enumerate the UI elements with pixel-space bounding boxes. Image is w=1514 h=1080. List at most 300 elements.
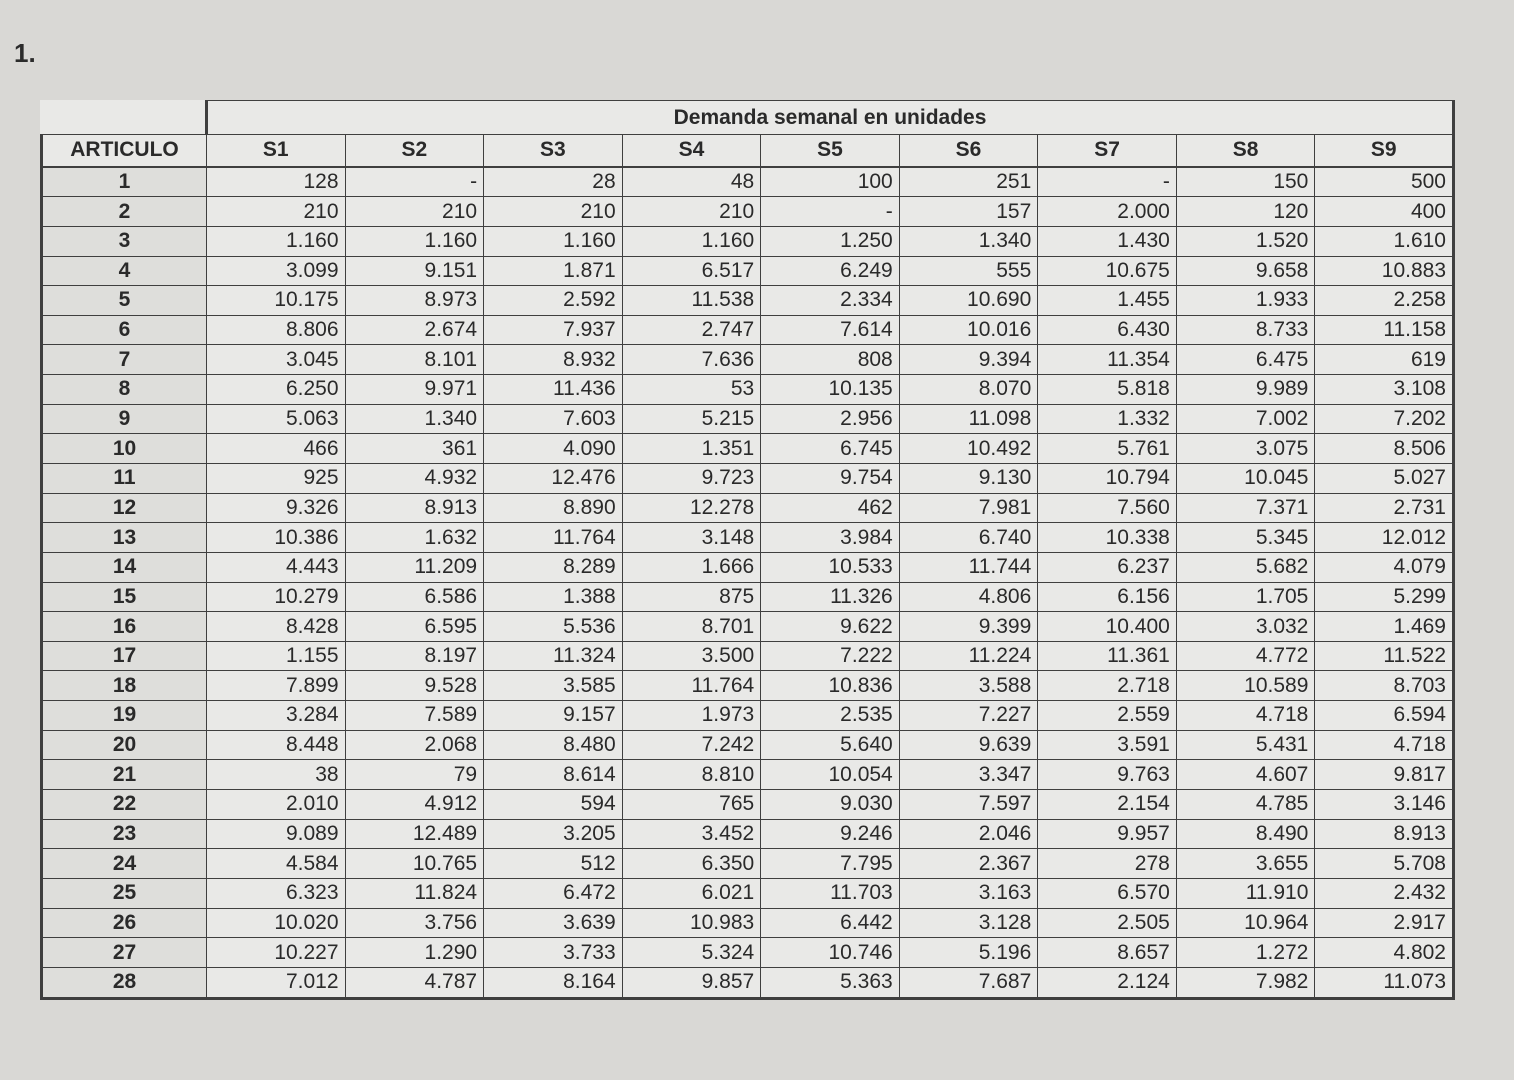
demand-value-cell: 4.932 — [345, 464, 484, 494]
demand-value-cell: 10.765 — [345, 849, 484, 879]
demand-value-cell: 120 — [1176, 197, 1315, 227]
demand-value-cell: 8.101 — [345, 345, 484, 375]
demand-value-cell: 400 — [1315, 197, 1454, 227]
table-row — [42, 671, 1454, 701]
demand-value-cell: 1.666 — [622, 552, 761, 582]
demand-value-cell: - — [1038, 167, 1177, 197]
demand-value-cell: 875 — [622, 582, 761, 612]
demand-value-cell: 10.964 — [1176, 908, 1315, 938]
table-row — [42, 315, 1454, 345]
demand-value-cell: 8.657 — [1038, 938, 1177, 968]
demand-value-cell: 7.227 — [899, 701, 1038, 731]
demand-value-cell: 9.326 — [207, 493, 346, 523]
demand-value-cell: 8.490 — [1176, 819, 1315, 849]
demand-value-cell: 7.597 — [899, 790, 1038, 820]
demand-value-cell: 8.703 — [1315, 671, 1454, 701]
table-row — [42, 256, 1454, 286]
demand-value-cell: 1.160 — [622, 226, 761, 256]
demand-value-cell: 462 — [761, 493, 900, 523]
demand-value-cell: 7.371 — [1176, 493, 1315, 523]
demand-value-cell: 9.817 — [1315, 760, 1454, 790]
demand-value-cell: 11.158 — [1315, 315, 1454, 345]
demand-value-cell: 9.089 — [207, 819, 346, 849]
demand-value-cell: 5.682 — [1176, 552, 1315, 582]
demand-value-cell: 11.703 — [761, 878, 900, 908]
demand-value-cell: 9.030 — [761, 790, 900, 820]
demand-value-cell: 6.323 — [207, 878, 346, 908]
demand-value-cell: 9.639 — [899, 730, 1038, 760]
week-header-8: S8 — [1176, 135, 1315, 167]
table-row — [42, 641, 1454, 671]
demand-value-cell: 8.448 — [207, 730, 346, 760]
demand-value-cell: 5.708 — [1315, 849, 1454, 879]
table-row — [42, 819, 1454, 849]
demand-value-cell: 12.012 — [1315, 523, 1454, 553]
demand-value-cell: 7.222 — [761, 641, 900, 671]
demand-value-cell: 5.640 — [761, 730, 900, 760]
demand-value-cell: 10.054 — [761, 760, 900, 790]
demand-value-cell: 6.442 — [761, 908, 900, 938]
demand-value-cell: 8.289 — [484, 552, 623, 582]
demand-value-cell: 1.632 — [345, 523, 484, 553]
demand-value-cell: 11.326 — [761, 582, 900, 612]
demand-value-cell: 8.506 — [1315, 434, 1454, 464]
demand-value-cell: 2.747 — [622, 315, 761, 345]
demand-value-cell: 2.956 — [761, 404, 900, 434]
week-header-7: S7 — [1038, 135, 1177, 167]
demand-value-cell: 3.756 — [345, 908, 484, 938]
demand-value-cell: 10.983 — [622, 908, 761, 938]
table-row — [42, 730, 1454, 760]
demand-value-cell: 5.063 — [207, 404, 346, 434]
table-row — [42, 226, 1454, 256]
demand-value-cell: 3.163 — [899, 878, 1038, 908]
demand-value-cell: 6.249 — [761, 256, 900, 286]
demand-value-cell: 8.164 — [484, 967, 623, 998]
demand-value-cell: 1.272 — [1176, 938, 1315, 968]
demand-value-cell: 8.480 — [484, 730, 623, 760]
demand-value-cell: 10.492 — [899, 434, 1038, 464]
demand-value-cell: 1.160 — [345, 226, 484, 256]
demand-value-cell: 1.610 — [1315, 226, 1454, 256]
demand-value-cell: 6.745 — [761, 434, 900, 464]
demand-value-cell: 9.130 — [899, 464, 1038, 494]
demand-value-cell: 1.160 — [484, 226, 623, 256]
article-number-cell: 9 — [42, 404, 207, 434]
article-number-cell: 4 — [42, 256, 207, 286]
demand-value-cell: 79 — [345, 760, 484, 790]
demand-value-cell: 10.175 — [207, 286, 346, 316]
demand-value-cell: 7.002 — [1176, 404, 1315, 434]
demand-value-cell: 1.520 — [1176, 226, 1315, 256]
demand-value-cell: 48 — [622, 167, 761, 197]
demand-value-cell: 9.754 — [761, 464, 900, 494]
week-header-5: S5 — [761, 135, 900, 167]
article-number-cell: 22 — [42, 790, 207, 820]
demand-value-cell: 4.806 — [899, 582, 1038, 612]
demand-value-cell: 1.455 — [1038, 286, 1177, 316]
demand-value-cell: 500 — [1315, 167, 1454, 197]
demand-value-cell: 11.224 — [899, 641, 1038, 671]
demand-value-cell: 3.045 — [207, 345, 346, 375]
demand-value-cell: 1.332 — [1038, 404, 1177, 434]
demand-value-cell: 10.338 — [1038, 523, 1177, 553]
table-row — [42, 938, 1454, 968]
demand-value-cell: 9.763 — [1038, 760, 1177, 790]
demand-value-cell: 1.351 — [622, 434, 761, 464]
demand-value-cell: 11.361 — [1038, 641, 1177, 671]
demand-value-cell: 53 — [622, 375, 761, 405]
demand-value-cell: 12.489 — [345, 819, 484, 849]
demand-value-cell: 9.151 — [345, 256, 484, 286]
article-column-header: ARTICULO — [42, 135, 207, 167]
demand-value-cell: 2.068 — [345, 730, 484, 760]
demand-value-cell: 2.258 — [1315, 286, 1454, 316]
table-row — [42, 790, 1454, 820]
demand-value-cell: 5.536 — [484, 612, 623, 642]
demand-value-cell: 11.764 — [484, 523, 623, 553]
demand-value-cell: 7.687 — [899, 967, 1038, 998]
demand-value-cell: 3.639 — [484, 908, 623, 938]
demand-value-cell: 10.690 — [899, 286, 1038, 316]
demand-value-cell: 1.705 — [1176, 582, 1315, 612]
article-number-cell: 15 — [42, 582, 207, 612]
demand-value-cell: 5.431 — [1176, 730, 1315, 760]
demand-value-cell: 2.046 — [899, 819, 1038, 849]
demand-value-cell: 28 — [484, 167, 623, 197]
demand-value-cell: 9.723 — [622, 464, 761, 494]
article-number-cell: 5 — [42, 286, 207, 316]
demand-value-cell: 6.475 — [1176, 345, 1315, 375]
demand-value-cell: 2.535 — [761, 701, 900, 731]
demand-value-cell: 808 — [761, 345, 900, 375]
demand-value-cell: 5.345 — [1176, 523, 1315, 553]
demand-value-cell: 5.196 — [899, 938, 1038, 968]
demand-value-cell: 765 — [622, 790, 761, 820]
table-row — [42, 464, 1454, 494]
table-row — [42, 404, 1454, 434]
demand-value-cell: 2.000 — [1038, 197, 1177, 227]
demand-value-cell: 9.394 — [899, 345, 1038, 375]
demand-value-cell: 5.363 — [761, 967, 900, 998]
demand-value-cell: 9.857 — [622, 967, 761, 998]
demand-value-cell: 6.595 — [345, 612, 484, 642]
article-number-cell: 2 — [42, 197, 207, 227]
demand-value-cell: 10.279 — [207, 582, 346, 612]
demand-value-cell: 7.589 — [345, 701, 484, 731]
table-row — [42, 434, 1454, 464]
demand-value-cell: 210 — [207, 197, 346, 227]
demand-value-cell: 361 — [345, 434, 484, 464]
demand-value-cell: 925 — [207, 464, 346, 494]
demand-value-cell: 3.032 — [1176, 612, 1315, 642]
demand-value-cell: 2.559 — [1038, 701, 1177, 731]
demand-value-cell: 10.135 — [761, 375, 900, 405]
table-row — [42, 582, 1454, 612]
demand-value-cell: 3.591 — [1038, 730, 1177, 760]
demand-value-cell: 3.984 — [761, 523, 900, 553]
demand-value-cell: 3.099 — [207, 256, 346, 286]
demand-value-cell: 10.533 — [761, 552, 900, 582]
demand-value-cell: 10.386 — [207, 523, 346, 553]
article-number-cell: 7 — [42, 345, 207, 375]
demand-value-cell: 11.910 — [1176, 878, 1315, 908]
demand-value-cell: 38 — [207, 760, 346, 790]
article-number-cell: 8 — [42, 375, 207, 405]
demand-value-cell: 1.871 — [484, 256, 623, 286]
table-row — [42, 552, 1454, 582]
demand-value-cell: 7.982 — [1176, 967, 1315, 998]
demand-value-cell: 3.205 — [484, 819, 623, 849]
demand-value-cell: 5.818 — [1038, 375, 1177, 405]
article-number-cell: 26 — [42, 908, 207, 938]
demand-value-cell: 7.981 — [899, 493, 1038, 523]
demand-value-cell: 11.744 — [899, 552, 1038, 582]
demand-value-cell: 8.614 — [484, 760, 623, 790]
demand-value-cell: 7.242 — [622, 730, 761, 760]
demand-value-cell: 4.090 — [484, 434, 623, 464]
demand-value-cell: 6.237 — [1038, 552, 1177, 582]
demand-value-cell: 11.824 — [345, 878, 484, 908]
demand-value-cell: 12.278 — [622, 493, 761, 523]
demand-value-cell: 8.913 — [345, 493, 484, 523]
demand-value-cell: - — [761, 197, 900, 227]
demand-value-cell: 2.367 — [899, 849, 1038, 879]
demand-value-cell: 6.021 — [622, 878, 761, 908]
demand-value-cell: 2.917 — [1315, 908, 1454, 938]
demand-value-cell: 7.937 — [484, 315, 623, 345]
demand-value-cell: 150 — [1176, 167, 1315, 197]
demand-value-cell: 11.209 — [345, 552, 484, 582]
table-row — [42, 908, 1454, 938]
demand-value-cell: 1.388 — [484, 582, 623, 612]
demand-value-cell: 2.154 — [1038, 790, 1177, 820]
demand-value-cell: 8.197 — [345, 641, 484, 671]
demand-value-cell: 1.290 — [345, 938, 484, 968]
demand-value-cell: 10.883 — [1315, 256, 1454, 286]
demand-value-cell: 6.156 — [1038, 582, 1177, 612]
demand-value-cell: 2.718 — [1038, 671, 1177, 701]
demand-value-cell: 4.718 — [1315, 730, 1454, 760]
article-number-cell: 21 — [42, 760, 207, 790]
table-row — [42, 493, 1454, 523]
demand-value-cell: 10.589 — [1176, 671, 1315, 701]
demand-value-cell: 7.636 — [622, 345, 761, 375]
table-row — [42, 878, 1454, 908]
demand-value-cell: 7.560 — [1038, 493, 1177, 523]
demand-value-cell: 2.674 — [345, 315, 484, 345]
demand-value-cell: 11.354 — [1038, 345, 1177, 375]
demand-value-cell: 210 — [622, 197, 761, 227]
article-number-cell: 6 — [42, 315, 207, 345]
article-number-cell: 24 — [42, 849, 207, 879]
demand-value-cell: 210 — [345, 197, 484, 227]
table-row — [42, 523, 1454, 553]
demand-value-cell: 10.746 — [761, 938, 900, 968]
demand-value-cell: 9.157 — [484, 701, 623, 731]
demand-value-cell: 8.932 — [484, 345, 623, 375]
article-number-cell: 20 — [42, 730, 207, 760]
demand-value-cell: 8.701 — [622, 612, 761, 642]
demand-value-cell: 3.347 — [899, 760, 1038, 790]
article-number-cell: 23 — [42, 819, 207, 849]
demand-value-cell: 512 — [484, 849, 623, 879]
demand-value-cell: 2.592 — [484, 286, 623, 316]
demand-value-cell: 10.227 — [207, 938, 346, 968]
demand-value-cell: 3.075 — [1176, 434, 1315, 464]
demand-value-cell: 3.585 — [484, 671, 623, 701]
demand-value-cell: 12.476 — [484, 464, 623, 494]
demand-value-cell: 128 — [207, 167, 346, 197]
demand-value-cell: 11.324 — [484, 641, 623, 671]
demand-table-container — [40, 100, 1455, 1000]
demand-value-cell: 3.500 — [622, 641, 761, 671]
demand-value-cell: 10.400 — [1038, 612, 1177, 642]
demand-value-cell: 9.989 — [1176, 375, 1315, 405]
demand-value-cell: 100 — [761, 167, 900, 197]
demand-value-cell: 4.787 — [345, 967, 484, 998]
week-header-3: S3 — [484, 135, 623, 167]
demand-value-cell: 2.505 — [1038, 908, 1177, 938]
demand-value-cell: 2.432 — [1315, 878, 1454, 908]
demand-value-cell: 4.802 — [1315, 938, 1454, 968]
demand-value-cell: 2.010 — [207, 790, 346, 820]
demand-value-cell: 4.772 — [1176, 641, 1315, 671]
demand-value-cell: 4.584 — [207, 849, 346, 879]
demand-value-cell: 6.586 — [345, 582, 484, 612]
demand-value-cell: 6.350 — [622, 849, 761, 879]
demand-value-cell: 8.428 — [207, 612, 346, 642]
table-body — [42, 167, 1454, 999]
demand-value-cell: 11.764 — [622, 671, 761, 701]
demand-value-cell: 3.733 — [484, 938, 623, 968]
article-number-cell: 17 — [42, 641, 207, 671]
demand-value-cell: 3.146 — [1315, 790, 1454, 820]
demand-value-cell: 6.250 — [207, 375, 346, 405]
demand-value-cell: 5.027 — [1315, 464, 1454, 494]
super-header: Demanda semanal en unidades — [207, 101, 1454, 135]
table-row — [42, 345, 1454, 375]
article-number-cell: 16 — [42, 612, 207, 642]
demand-value-cell: 2.334 — [761, 286, 900, 316]
demand-value-cell: 210 — [484, 197, 623, 227]
week-header-2: S2 — [345, 135, 484, 167]
demand-value-cell: 10.836 — [761, 671, 900, 701]
article-number-cell: 18 — [42, 671, 207, 701]
demand-value-cell: 278 — [1038, 849, 1177, 879]
demand-value-cell: 594 — [484, 790, 623, 820]
demand-value-cell: 3.128 — [899, 908, 1038, 938]
table-row — [42, 701, 1454, 731]
demand-value-cell: 3.108 — [1315, 375, 1454, 405]
article-number-cell: 25 — [42, 878, 207, 908]
demand-value-cell: 4.607 — [1176, 760, 1315, 790]
table-row — [42, 849, 1454, 879]
demand-value-cell: 6.740 — [899, 523, 1038, 553]
demand-value-cell: 466 — [207, 434, 346, 464]
demand-value-cell: 11.522 — [1315, 641, 1454, 671]
demand-value-cell: 5.215 — [622, 404, 761, 434]
week-header-6: S6 — [899, 135, 1038, 167]
demand-value-cell: 6.472 — [484, 878, 623, 908]
demand-value-cell: 2.731 — [1315, 493, 1454, 523]
demand-value-cell: 1.340 — [345, 404, 484, 434]
demand-value-cell: 5.299 — [1315, 582, 1454, 612]
table-row — [42, 967, 1454, 998]
demand-value-cell: 6.430 — [1038, 315, 1177, 345]
demand-value-cell: 11.538 — [622, 286, 761, 316]
demand-value-cell: 3.284 — [207, 701, 346, 731]
demand-value-cell: 9.658 — [1176, 256, 1315, 286]
demand-value-cell: 157 — [899, 197, 1038, 227]
page-heading: 1. — [14, 38, 36, 68]
table-row — [42, 197, 1454, 227]
demand-value-cell: 1.155 — [207, 641, 346, 671]
article-number-cell: 19 — [42, 701, 207, 731]
demand-value-cell: 1.340 — [899, 226, 1038, 256]
table-row — [42, 375, 1454, 405]
demand-value-cell: 1.973 — [622, 701, 761, 731]
article-number-cell: 28 — [42, 967, 207, 998]
demand-value-cell: 1.933 — [1176, 286, 1315, 316]
demand-value-cell: 10.675 — [1038, 256, 1177, 286]
demand-value-cell: 10.045 — [1176, 464, 1315, 494]
demand-value-cell: 8.733 — [1176, 315, 1315, 345]
demand-value-cell: 6.594 — [1315, 701, 1454, 731]
article-number-cell: 27 — [42, 938, 207, 968]
demand-value-cell: 3.452 — [622, 819, 761, 849]
article-number-cell: 11 — [42, 464, 207, 494]
demand-value-cell: 9.399 — [899, 612, 1038, 642]
demand-value-cell: 6.570 — [1038, 878, 1177, 908]
article-number-cell: 13 — [42, 523, 207, 553]
demand-value-cell: 8.070 — [899, 375, 1038, 405]
demand-value-cell: 7.603 — [484, 404, 623, 434]
demand-value-cell: 1.250 — [761, 226, 900, 256]
demand-value-cell: 3.588 — [899, 671, 1038, 701]
demand-value-cell: 4.718 — [1176, 701, 1315, 731]
demand-value-cell: 9.246 — [761, 819, 900, 849]
article-number-cell: 10 — [42, 434, 207, 464]
demand-value-cell: 555 — [899, 256, 1038, 286]
demand-value-cell: 11.098 — [899, 404, 1038, 434]
week-header-1: S1 — [207, 135, 346, 167]
weekly-demand-table — [40, 100, 1455, 1000]
demand-value-cell: 5.324 — [622, 938, 761, 968]
demand-value-cell: 9.622 — [761, 612, 900, 642]
demand-value-cell: 7.202 — [1315, 404, 1454, 434]
demand-value-cell: 9.971 — [345, 375, 484, 405]
demand-value-cell: 8.913 — [1315, 819, 1454, 849]
demand-value-cell: 7.012 — [207, 967, 346, 998]
week-header-9: S9 — [1315, 135, 1454, 167]
demand-value-cell: 8.973 — [345, 286, 484, 316]
demand-value-cell: 10.016 — [899, 315, 1038, 345]
demand-value-cell: 7.795 — [761, 849, 900, 879]
article-number-cell: 1 — [42, 167, 207, 197]
demand-value-cell: 251 — [899, 167, 1038, 197]
demand-value-cell: 5.761 — [1038, 434, 1177, 464]
demand-value-cell: 3.655 — [1176, 849, 1315, 879]
table-row — [42, 286, 1454, 316]
demand-value-cell: 9.957 — [1038, 819, 1177, 849]
corner-blank-cell — [42, 101, 207, 135]
demand-value-cell: 4.079 — [1315, 552, 1454, 582]
demand-value-cell: - — [345, 167, 484, 197]
demand-value-cell: 8.890 — [484, 493, 623, 523]
demand-value-cell: 7.614 — [761, 315, 900, 345]
table-row — [42, 760, 1454, 790]
